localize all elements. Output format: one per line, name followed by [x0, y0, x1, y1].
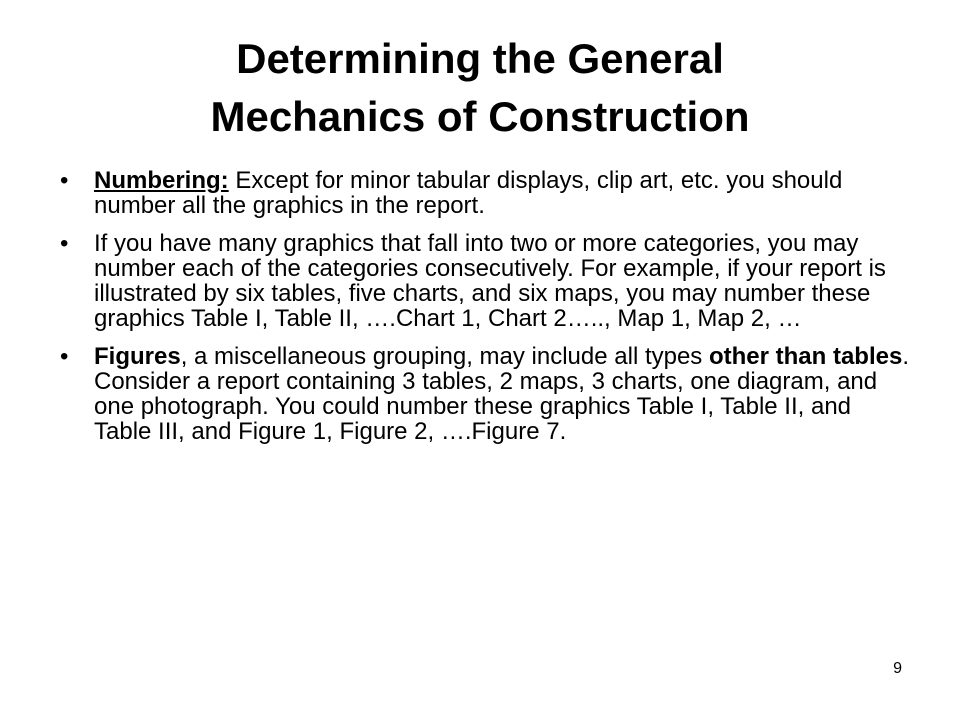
- slide-title-line-1: Determining the General: [236, 35, 724, 82]
- bullet-categories: [60, 231, 910, 331]
- slide-title: [60, 30, 900, 146]
- bullet-figures-emphasis: other than tables: [708, 343, 903, 370]
- bullet-marker: •: [60, 167, 69, 194]
- bullet-numbering: [60, 168, 910, 218]
- bullet-figures-lead: Figures: [94, 343, 181, 370]
- bullet-figures-text-2: . Consider a report containing 3 tables, 2 maps, 3 charts, one diagram, and one photograph. You could number these graphics Table I, Table II, and Table III, and Figure 1, Figure 2, ….Figure 7.: [94, 343, 909, 445]
- bullet-marker: •: [60, 230, 69, 257]
- bullet-figures-text-1: , a miscellaneous grouping, may include all types: [180, 343, 709, 370]
- slide-title-line-2: Mechanics of Construction: [210, 93, 750, 140]
- bullet-figures: [60, 344, 910, 444]
- bullet-numbering-text: Except for minor tabular displays, clip art, etc. you should number all the graphics in the report.: [94, 167, 843, 219]
- bullet-list: [60, 168, 910, 457]
- bullet-marker: •: [60, 343, 69, 370]
- bullet-categories-text: If you have many graphics that fall into two or more categories, you may number each of the categories consecutively. For example, if your report is illustrated by six tables, five charts, and six maps, you may number these graphics Table I, Table II, ….Chart 1, Chart 2….., Map 1, Map 2, …: [94, 230, 886, 332]
- page-number: 9: [893, 660, 902, 677]
- bullet-numbering-lead: Numbering:: [94, 167, 229, 194]
